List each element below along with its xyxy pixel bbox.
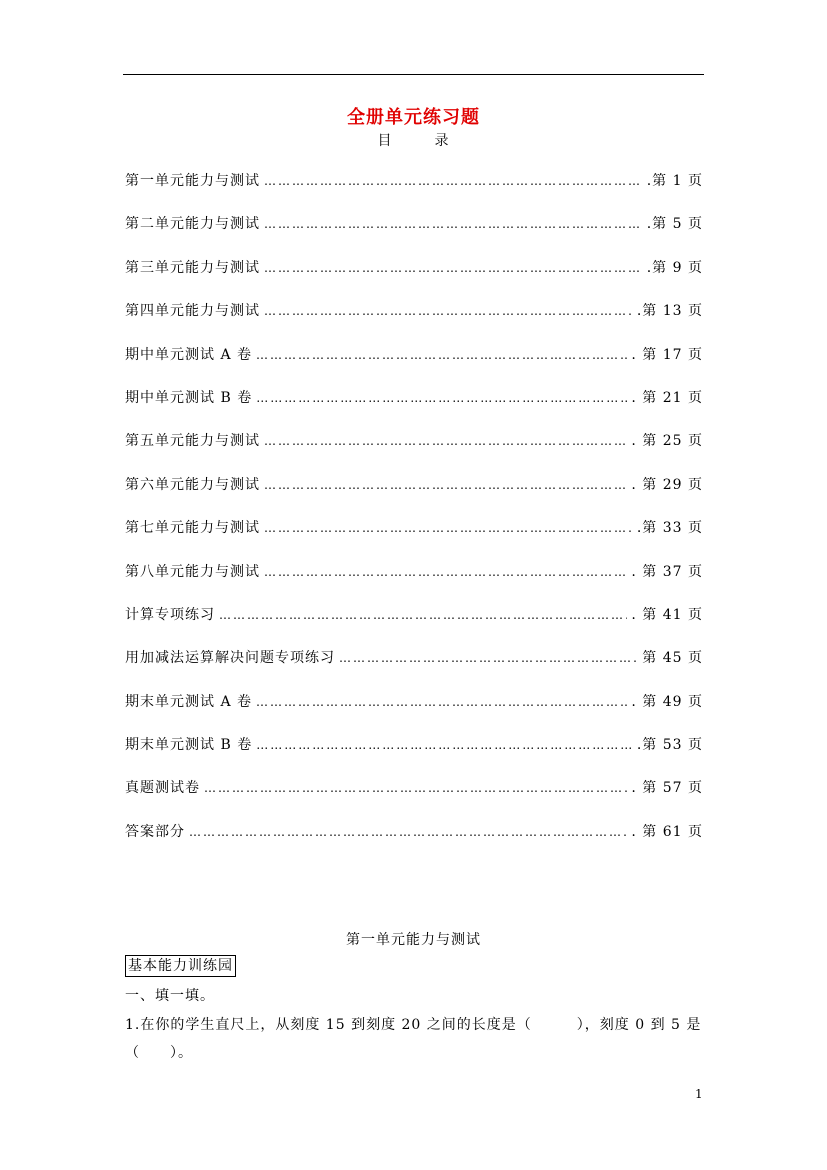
toc-heading-part-2: 录 (434, 133, 450, 149)
toc-entry-page: . 第 17 页 (631, 346, 703, 363)
toc-entry[interactable] (125, 734, 703, 777)
toc-entry[interactable] (125, 474, 703, 517)
toc-entry-label: 期末单元测试 A 卷 (125, 693, 253, 710)
toc-entry[interactable] (125, 213, 703, 256)
page-number: 1 (695, 1087, 703, 1101)
toc-leader (264, 174, 643, 188)
toc-entry[interactable] (125, 777, 703, 820)
toc-leader (256, 348, 627, 362)
toc-heading-part-1: 目 (377, 133, 393, 149)
toc-entry[interactable] (125, 517, 703, 560)
toc-entry-page: . 第 37 页 (631, 563, 703, 580)
toc-entry-page: . 第 61 页 (631, 823, 703, 840)
toc-leader (219, 608, 627, 622)
document-title: 全册单元练习题 (347, 107, 480, 128)
toc-entry-page: . 第 25 页 (631, 433, 703, 450)
part-heading: 一、填一填。 (125, 988, 215, 1004)
toc-entry-label: 第二单元能力与测试 (125, 216, 260, 233)
toc-heading (0, 130, 827, 150)
toc-entry[interactable] (125, 647, 703, 690)
toc-entry-page: .第 13 页 (636, 303, 703, 320)
toc-entry-page: . 第 21 页 (631, 389, 703, 406)
question-1: 1.在你的学生直尺上，从刻度 15 到刻度 20 之间的长度是（ ），刻度 0 到 5 是（ ）。 (125, 1017, 702, 1061)
toc-entry-page: .第 9 页 (646, 259, 703, 276)
toc-leader (256, 391, 627, 405)
toc-leader (264, 217, 643, 231)
toc-entry-label: 第七单元能力与测试 (125, 520, 260, 537)
header-rule (123, 74, 704, 75)
toc-entry-page: .第 33 页 (636, 520, 703, 537)
toc-entry-page: .第 5 页 (646, 216, 703, 233)
toc-entry[interactable] (125, 430, 703, 473)
toc-entry-label: 答案部分 (125, 823, 185, 840)
toc-entry-label: 期末单元测试 B 卷 (125, 737, 253, 754)
toc-entry[interactable] (125, 300, 703, 343)
toc-entry-page: . 第 57 页 (631, 780, 703, 797)
toc-entry-label: 第六单元能力与测试 (125, 476, 260, 493)
toc-entry-label: 期中单元测试 A 卷 (125, 346, 253, 363)
toc-entry[interactable] (125, 561, 703, 604)
toc-entry-label: 第三单元能力与测试 (125, 259, 260, 276)
table-of-contents (125, 170, 703, 864)
toc-entry[interactable] (125, 387, 703, 430)
toc-entry-page: . 第 29 页 (631, 476, 703, 493)
toc-entry-label: 第一单元能力与测试 (125, 173, 260, 189)
toc-entry[interactable] (125, 604, 703, 647)
toc-leader (264, 304, 633, 318)
toc-entry-label: 第八单元能力与测试 (125, 563, 260, 580)
toc-entry[interactable] (125, 257, 703, 300)
toc-entry[interactable] (125, 691, 703, 734)
boxed-label: 基本能力训练园 (125, 955, 236, 977)
toc-entry-label: 计算专项练习 (125, 606, 215, 623)
toc-entry-page: .第 53 页 (636, 737, 703, 754)
toc-leader (264, 261, 643, 275)
toc-leader (189, 825, 627, 839)
toc-entry-page: . 第 41 页 (631, 606, 703, 623)
toc-leader (339, 651, 638, 665)
toc-leader (256, 738, 633, 752)
toc-entry-label: 期中单元测试 B 卷 (125, 389, 253, 406)
toc-entry-page: .第 1 页 (646, 173, 703, 189)
toc-leader (264, 434, 627, 448)
toc-leader (264, 521, 633, 535)
toc-leader (264, 565, 627, 579)
toc-entry-page: 第 45 页 (642, 650, 703, 667)
toc-entry[interactable] (125, 821, 703, 864)
toc-entry-label: 真题测试卷 (125, 780, 200, 797)
toc-leader (204, 781, 627, 795)
toc-entry-page: . 第 49 页 (631, 693, 703, 710)
section-title: 第一单元能力与测试 (346, 932, 481, 948)
toc-entry-label: 第四单元能力与测试 (125, 303, 260, 320)
toc-entry[interactable] (125, 344, 703, 387)
toc-entry[interactable] (125, 170, 703, 213)
toc-leader (256, 695, 627, 709)
toc-leader (264, 478, 627, 492)
toc-entry-label: 第五单元能力与测试 (125, 433, 260, 450)
toc-entry-label: 用加减法运算解决问题专项练习 (125, 650, 335, 667)
